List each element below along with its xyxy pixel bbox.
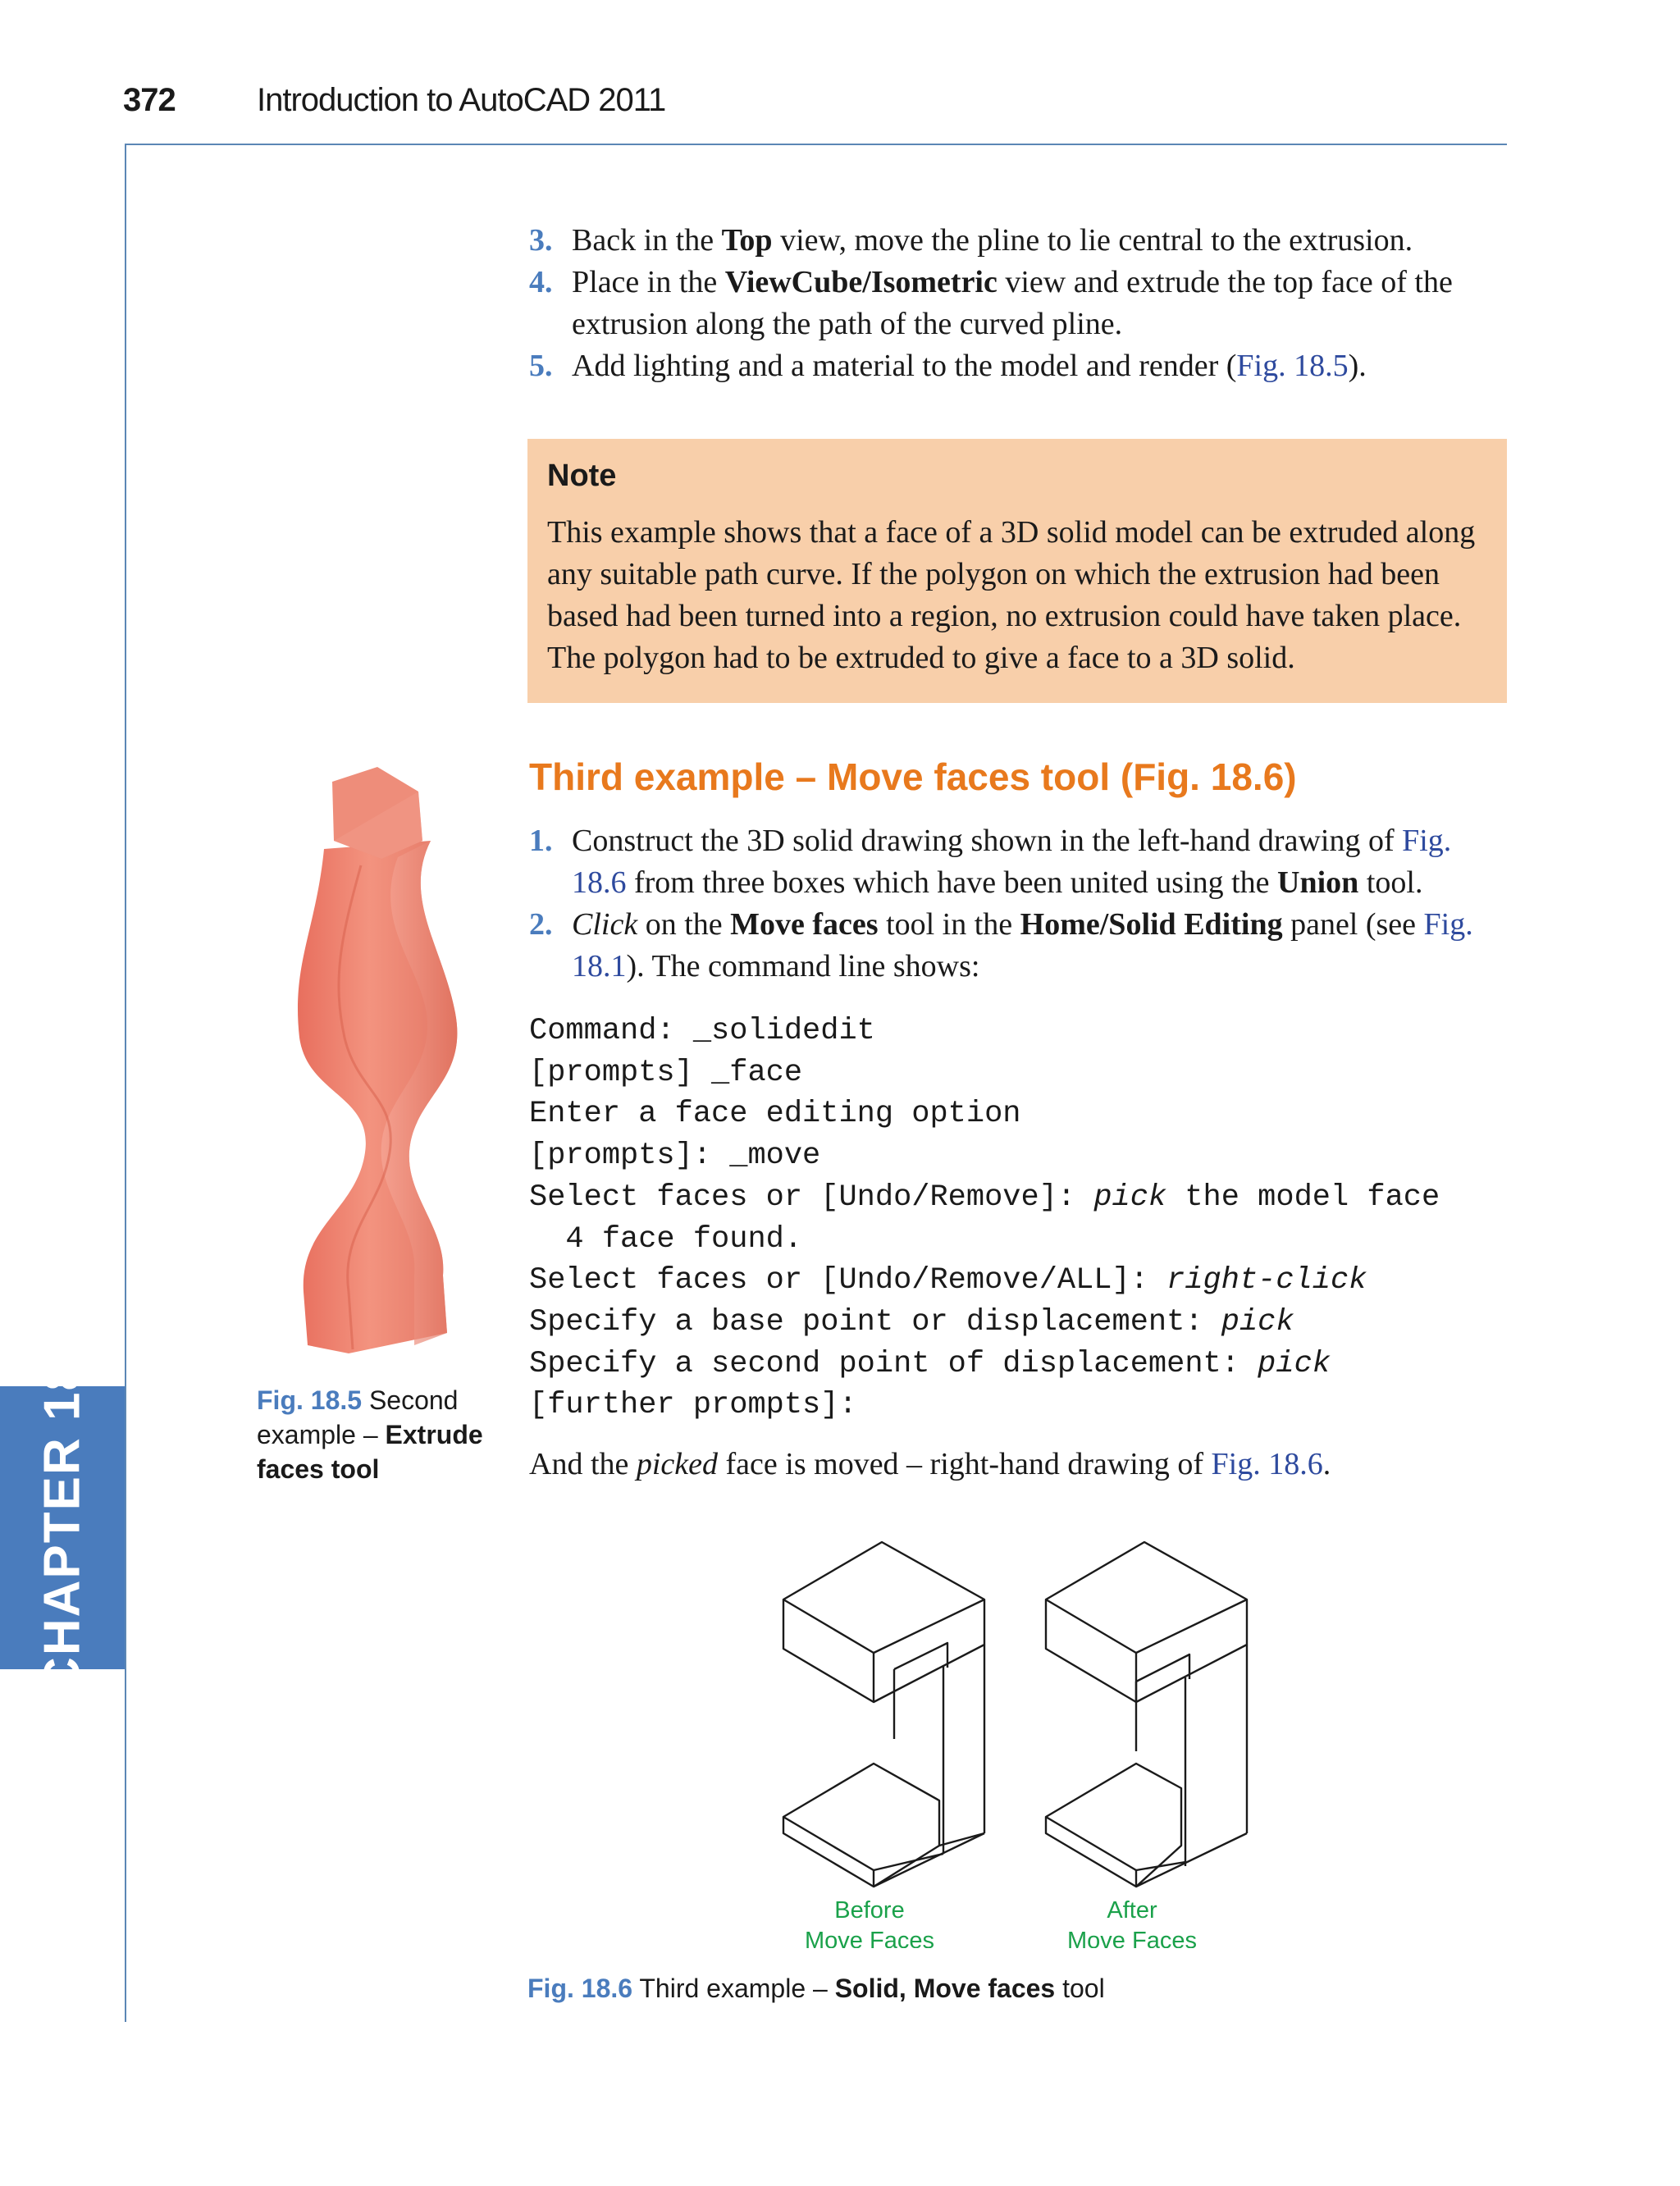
result-paragraph: And the picked face is moved – right-hand drawing of Fig. 18.6. — [529, 1447, 1331, 1481]
command-line: Select faces or [Undo/Remove]: pick the model face — [529, 1180, 1440, 1215]
step-number: 4. — [529, 265, 553, 299]
extruded-solid-render — [283, 767, 472, 1358]
figure-reference-link[interactable]: Fig. 18.6 — [572, 824, 1452, 900]
section-heading: Third example – Move faces tool (Fig. 18.6) — [529, 755, 1297, 798]
header-rule — [125, 144, 1507, 145]
page-number: 372 — [123, 82, 176, 118]
chapter-tab-label: CHAPTER 18 — [34, 1361, 91, 1694]
command-line: [prompts] _face — [529, 1055, 803, 1090]
step-number: 3. — [529, 223, 553, 258]
note-heading: Note — [547, 459, 617, 493]
note-body: This example shows that a face of a 3D solid model can be extruded along any suitable path curve. If the polygon on which the extrusion had been based had been turned into a region, no extrusion could have taken place. The polygon had to be extruded to give a face to a 3D solid. — [547, 515, 1476, 675]
list-item: 4. Place in the ViewCube/Isometric view and extrude the top face of the extrusion along the path of the curved pline. — [529, 262, 1513, 345]
command-line: [further prompts]: — [529, 1388, 857, 1423]
note-box — [527, 439, 1507, 703]
before-label-line2: Move Faces — [805, 1928, 934, 1948]
command-line: Specify a second point of displacement: pick — [529, 1346, 1331, 1381]
command-line: Command: _solidedit — [529, 1014, 875, 1048]
solid-before-drawing — [783, 1542, 984, 1887]
list-item: 2. Click on the Move faces tool in the Home/Solid Editing panel (see Fig. 18.1). The command line shows: — [529, 904, 1513, 988]
figure-reference-link[interactable]: Fig. 18.6 — [1211, 1447, 1323, 1481]
command-listing — [529, 1011, 1440, 1426]
figure-caption-18-5: Fig. 18.5 Second example – Extrude faces tool — [257, 1385, 483, 1484]
figure-reference-link[interactable]: Fig. 18.5 — [1236, 349, 1349, 383]
figure-caption-18-6: Fig. 18.6 Third example – Solid, Move faces tool — [527, 1974, 1105, 2003]
steps-list-section — [529, 820, 1513, 988]
step-number: 2. — [529, 907, 553, 942]
list-item: 3. Back in the Top view, move the pline to lie central to the extrusion. — [529, 220, 1513, 262]
command-line: Enter a face editing option — [529, 1097, 1021, 1132]
figure-reference-link[interactable]: Fig. 18.1 — [572, 907, 1473, 983]
step-number: 5. — [529, 349, 553, 383]
command-line: Select faces or [Undo/Remove/ALL]: right-click — [529, 1263, 1367, 1298]
command-line: Specify a base point or displacement: pick — [529, 1304, 1294, 1339]
after-label-line1: After — [1107, 1897, 1157, 1924]
list-item: 5. Add lighting and a material to the model and render (Fig. 18.5). — [529, 345, 1513, 387]
chapter-tab — [0, 1361, 125, 1694]
command-line: [prompts]: _move — [529, 1139, 821, 1174]
steps-list-top — [529, 220, 1513, 387]
after-label-line2: Move Faces — [1067, 1928, 1197, 1948]
move-faces-figure — [775, 1530, 1267, 1948]
margin-rule — [125, 144, 126, 2022]
book-title: Introduction to AutoCAD 2011 — [257, 82, 666, 118]
before-label-line1: Before — [834, 1897, 905, 1924]
command-line: 4 face found. — [529, 1221, 803, 1257]
list-item: 1. Construct the 3D solid drawing shown in the left-hand drawing of Fig. 18.6 from three boxes which have been united using the Union tool. — [529, 820, 1513, 904]
solid-after-drawing — [1046, 1542, 1247, 1887]
step-number: 1. — [529, 824, 553, 858]
